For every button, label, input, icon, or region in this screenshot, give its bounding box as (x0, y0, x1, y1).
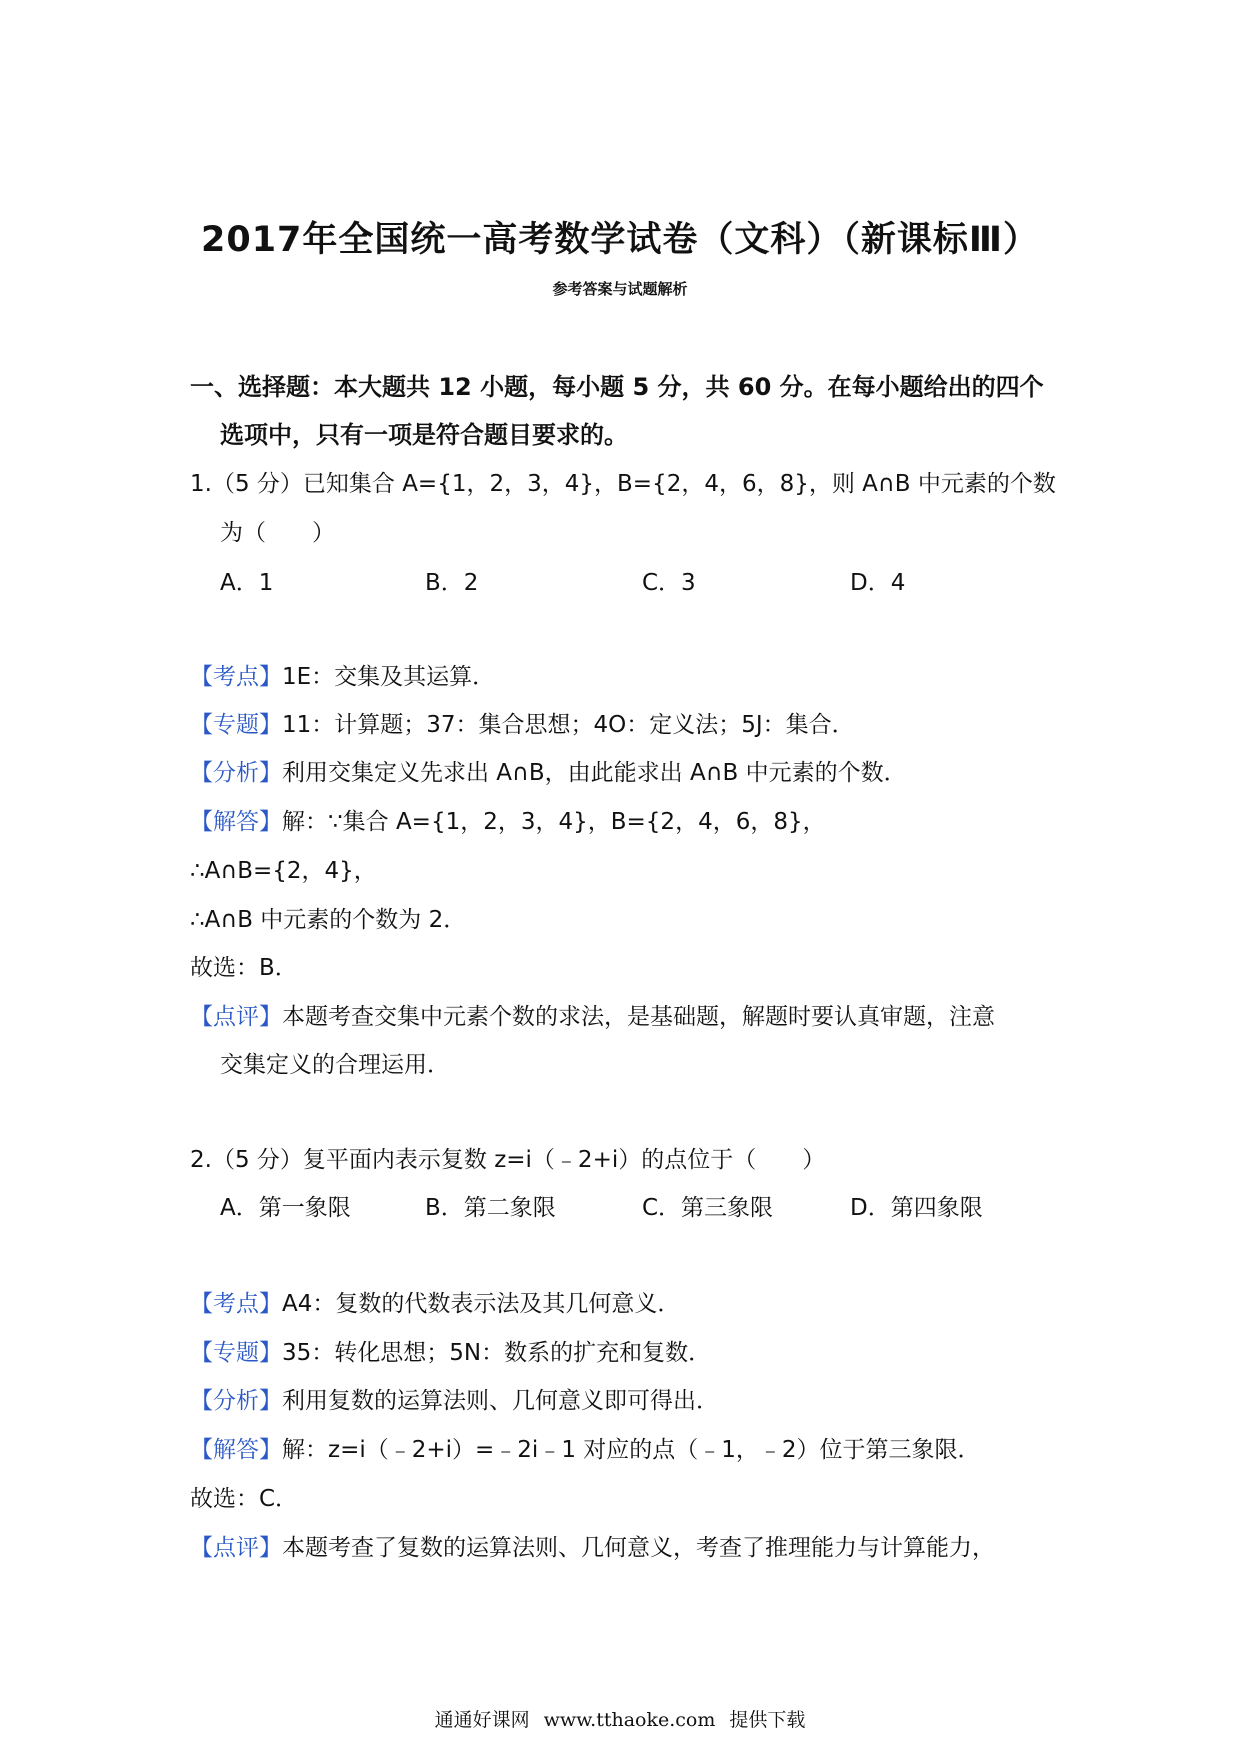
q1-stem-line-1: 1.（5 分）已知集合 A={1，2，3，4}，B={2，4，6，8}，则 A∩B 中元素的个数 (190, 471, 1056, 497)
q2-option-a: A．第一象限 (220, 1195, 351, 1221)
q1-stem-line-2: 为（ ） (220, 520, 335, 546)
section-heading-line-2: 选项中，只有一项是符合题目要求的。 (220, 421, 628, 449)
q1-dianping-line-2: 交集定义的合理运用． (220, 1052, 450, 1078)
q2-fenxi-tag: 【分析】 (190, 1388, 282, 1414)
q1-zhuanti-text: 11：计算题；37：集合思想；4O：定义法；5J：集合． (282, 712, 855, 738)
q2-jieda-tag: 【解答】 (190, 1437, 282, 1463)
page-subtitle: 参考答案与试题解析 (552, 280, 688, 298)
section-heading-line-1: 一、选择题：本大题共 12 小题，每小题 5 分，共 60 分。在每小题给出的四个 (190, 373, 1044, 401)
page-title: 2017年全国统一高考数学试卷（文科）（新课标Ⅲ） (201, 220, 1039, 260)
q2-stem: 2.（5 分）复平面内表示复数 z=i（﹣2+i）的点位于（ ） (190, 1147, 826, 1173)
q1-kaodian-text: 1E：交集及其运算． (282, 664, 496, 690)
q1-zhuanti (190, 710, 855, 740)
q1-dianping-tag: 【点评】 (190, 1004, 282, 1030)
q1-dianping-text: 本题考查交集中元素个数的求法，是基础题，解题时要认真审题，注意 (282, 1004, 995, 1030)
q1-fenxi (190, 758, 907, 788)
q2-dianping-tag: 【点评】 (190, 1535, 282, 1561)
q2-option-b: B．第二象限 (425, 1195, 556, 1221)
q1-jieda (190, 807, 826, 837)
q1-fenxi-tag: 【分析】 (190, 760, 282, 786)
q2-option-c: C．第三象限 (642, 1195, 774, 1221)
q1-step-1: ∴A∩B={2，4}， (190, 858, 377, 884)
q1-fenxi-text: 利用交集定义先求出 A∩B，由此能求出 A∩B 中元素的个数． (282, 760, 907, 786)
q1-option-c: C．3 (642, 570, 696, 596)
q2-zhuanti-tag: 【专题】 (190, 1340, 282, 1366)
q2-kaodian-tag: 【考点】 (190, 1291, 282, 1317)
q2-dianping (190, 1533, 995, 1563)
q1-choice: 故选：B． (190, 955, 298, 981)
q2-kaodian (190, 1289, 680, 1319)
q2-jieda (190, 1435, 981, 1465)
q2-zhuanti-text: 35：转化思想；5N：数系的扩充和复数． (282, 1340, 712, 1366)
q1-option-a: A．1 (220, 570, 274, 596)
footer-url[interactable]: www.tthaoke.com (543, 1709, 716, 1731)
q1-zhuanti-tag: 【专题】 (190, 712, 282, 738)
q2-kaodian-text: A4：复数的代数表示法及其几何意义． (282, 1291, 681, 1317)
q2-zhuanti (190, 1338, 711, 1368)
q2-fenxi-text: 利用复数的运算法则、几何意义即可得出． (282, 1388, 719, 1414)
footer-site-name: 通通好课网 (434, 1709, 530, 1731)
q1-jieda-tag: 【解答】 (190, 809, 282, 835)
footer-note: 提供下载 (729, 1709, 806, 1731)
q2-choice: 故选：C． (190, 1486, 299, 1512)
q2-dianping-text: 本题考查了复数的运算法则、几何意义，考查了推理能力与计算能力， (282, 1535, 995, 1561)
q2-fenxi (190, 1386, 719, 1416)
q1-option-b: B．2 (425, 570, 479, 596)
q1-jieda-text: 解：∵集合 A={1，2，3，4}，B={2，4，6，8}， (282, 809, 826, 835)
page-footer (0, 1705, 1240, 1732)
q2-jieda-text: 解：z=i（﹣2+i）=﹣2i﹣1 对应的点（﹣1，﹣2）位于第三象限． (282, 1437, 981, 1463)
q1-kaodian-tag: 【考点】 (190, 664, 282, 690)
q1-step-2: ∴A∩B 中元素的个数为 2． (190, 907, 467, 933)
q1-option-d: D．4 (850, 570, 906, 596)
q1-kaodian (190, 662, 495, 692)
q1-dianping (190, 1002, 995, 1032)
q2-option-d: D．第四象限 (850, 1195, 983, 1221)
